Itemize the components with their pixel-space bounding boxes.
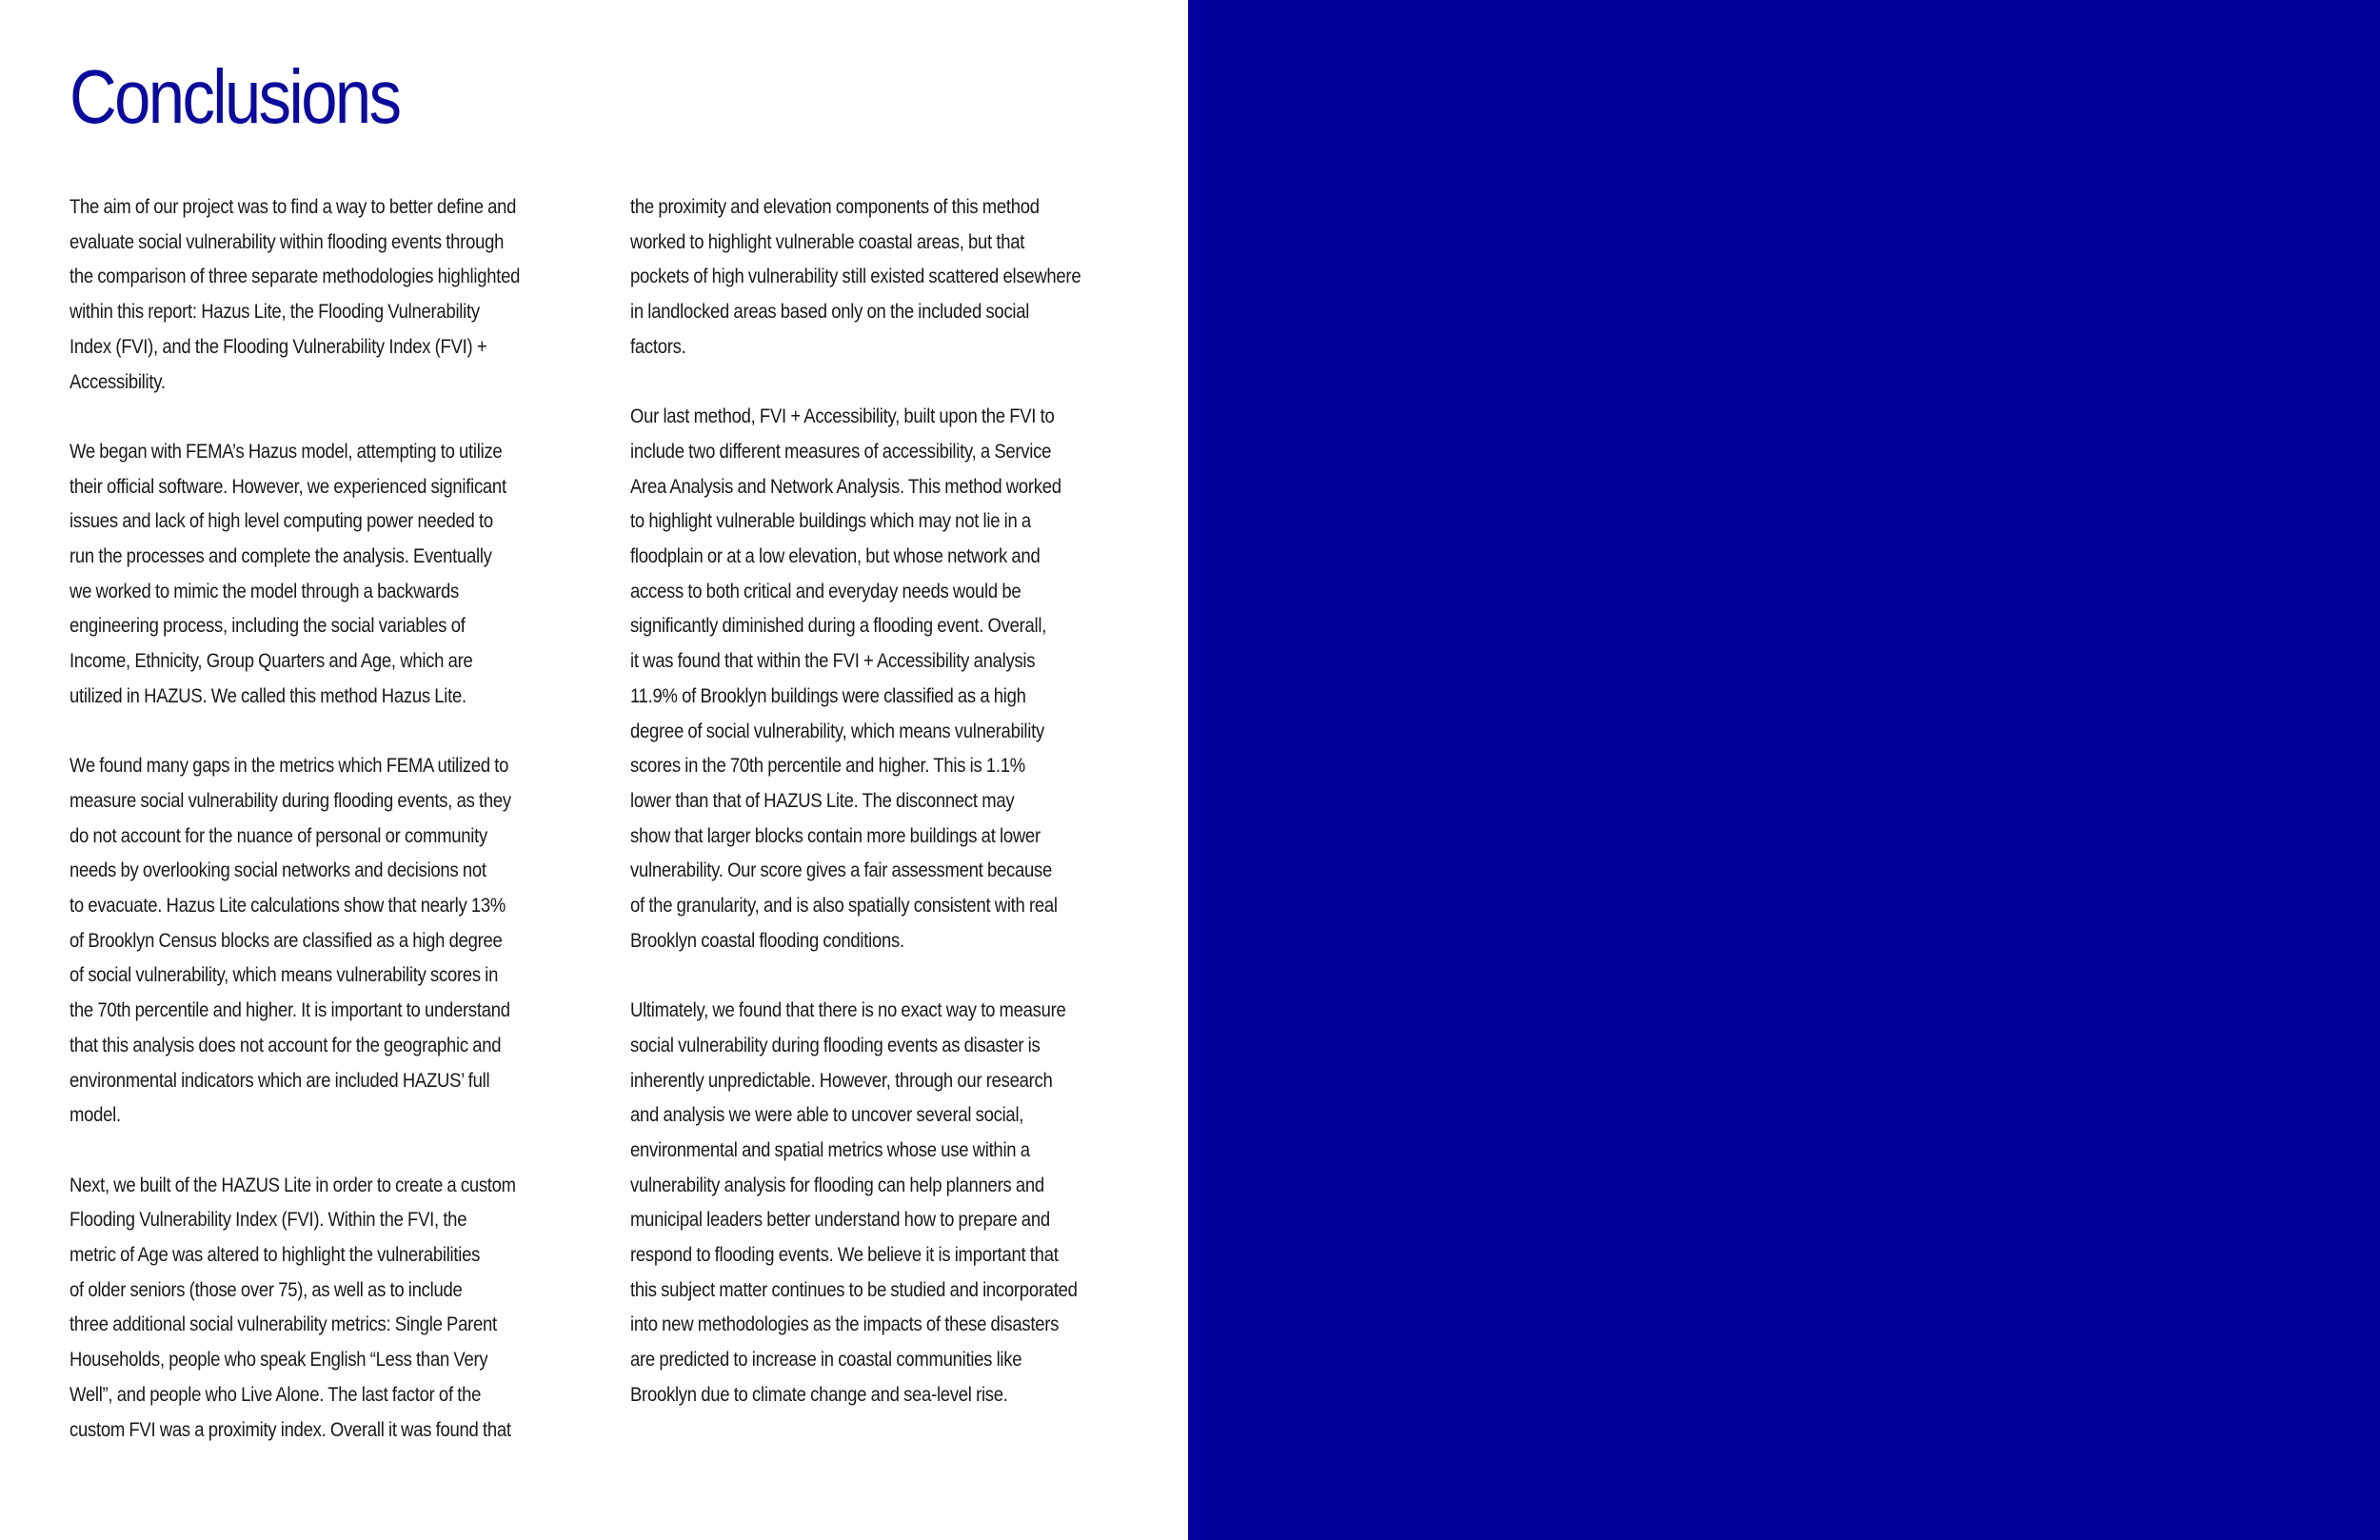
text-line: Flooding Vulnerability Index (FVI). Within the FVI, the: [69, 1209, 467, 1232]
text-line: Our last method, FVI + Accessibility, built upon the FVI to: [630, 405, 1055, 428]
text-line: Area Analysis and Network Analysis. This method worked: [630, 475, 1061, 498]
text-line: We began with FEMA’s Hazus model, attempting to utilize: [69, 440, 503, 463]
text-line: their official software. However, we experienced significant: [69, 475, 506, 498]
text-line: worked to highlight vulnerable coastal areas, but that: [630, 230, 1025, 253]
text-line: inherently unpredictable. However, through our research: [630, 1069, 1053, 1092]
left-page: [0, 0, 1188, 1540]
text-line: access to both critical and everyday needs would be: [630, 580, 1021, 602]
text-line: needs by overlooking social networks and decisions not: [69, 859, 486, 882]
blue-panel: [1188, 0, 2380, 1540]
text-line: Next, we built of the HAZUS Lite in order to create a custom: [69, 1174, 516, 1196]
text-line: Index (FVI), and the Flooding Vulnerability Index (FVI) +: [69, 335, 487, 358]
text-line: to evacuate. Hazus Lite calculations show that nearly 13%: [69, 895, 506, 918]
page-title: Conclusions: [69, 54, 400, 139]
text-line: this subject matter continues to be studied and incorporated: [630, 1278, 1078, 1301]
text-line: into new methodologies as the impacts of these disasters: [630, 1313, 1060, 1336]
text-line: do not account for the nuance of personal or community: [69, 824, 487, 847]
text-line: Well”, and people who Live Alone. The last factor of the: [69, 1383, 482, 1406]
text-line: municipal leaders better understand how to prepare and: [630, 1209, 1050, 1232]
body-paragraph: [630, 190, 1133, 365]
text-line: engineering process, including the social variables of: [69, 615, 466, 638]
text-line: Brooklyn due to climate change and sea-level rise.: [630, 1383, 1008, 1406]
text-line: the comparison of three separate methodologies highlighted: [69, 266, 521, 288]
text-line: vulnerability. Our score gives a fair assessment because: [630, 859, 1052, 882]
text-line: lower than that of HAZUS Lite. The disconnect may: [630, 789, 1015, 812]
text-line: Accessibility.: [69, 370, 166, 393]
text-line: floodplain or at a low elevation, but whose network and: [630, 545, 1041, 568]
text-line: evaluate social vulnerability within flooding events through: [69, 230, 505, 253]
text-line: Ultimately, we found that there is no exact way to measure: [630, 999, 1066, 1022]
text-line: of Brooklyn Census blocks are classified as a high degree: [69, 929, 503, 952]
text-line: respond to flooding events. We believe it is important that: [630, 1244, 1059, 1267]
text-line: issues and lack of high level computing power needed to: [69, 510, 493, 533]
text-line: metric of Age was altered to highlight the vulnerabilities: [69, 1244, 481, 1267]
text-line: environmental and spatial metrics whose use within a: [630, 1138, 1030, 1161]
text-line: in landlocked areas based only on the included social: [630, 301, 1030, 324]
text-line: that this analysis does not account for the geographic and: [69, 1034, 502, 1056]
text-line: scores in the 70th percentile and higher. This is 1.1%: [630, 755, 1025, 778]
text-line: degree of social vulnerability, which means vulnerability: [630, 720, 1044, 742]
text-column-left: [69, 190, 584, 1483]
text-line: within this report: Hazus Lite, the Flooding Vulnerability: [69, 301, 480, 324]
text-line: include two different measures of accessibility, a Service: [630, 440, 1052, 463]
text-line: are predicted to increase in coastal communities like: [630, 1349, 1022, 1372]
text-line: The aim of our project was to find a way to better define and: [69, 196, 517, 218]
text-line: pockets of high vulnerability still existed scattered elsewhere: [630, 266, 1081, 288]
text-line: of social vulnerability, which means vulnerability scores in: [69, 964, 499, 987]
text-line: of older seniors (those over 75), as well as to include: [69, 1278, 463, 1301]
text-line: of the granularity, and is also spatially consistent with real: [630, 895, 1058, 918]
text-line: Households, people who speak English “Less than Very: [69, 1349, 488, 1372]
text-line: to highlight vulnerable buildings which may not lie in a: [630, 510, 1031, 533]
text-line: custom FVI was a proximity index. Overall it was found that: [69, 1418, 511, 1441]
text-line: utilized in HAZUS. We called this method Hazus Lite.: [69, 684, 466, 707]
text-line: factors.: [630, 335, 686, 358]
text-line: we worked to mimic the model through a backwards: [69, 580, 460, 602]
text-line: the 70th percentile and higher. It is important to understand: [69, 999, 510, 1022]
body-paragraph: [69, 190, 572, 400]
body-paragraph: [69, 1169, 572, 1449]
text-line: significantly diminished during a flooding event. Overall,: [630, 615, 1047, 638]
text-line: run the processes and complete the analysis. Eventually: [69, 545, 492, 568]
text-line: Brooklyn coastal flooding conditions.: [630, 929, 904, 952]
body-paragraph: [69, 435, 572, 715]
text-column-right: [630, 190, 1144, 1448]
body-paragraph: [630, 994, 1133, 1412]
text-line: three additional social vulnerability metrics: Single Parent: [69, 1313, 497, 1336]
text-line: Income, Ethnicity, Group Quarters and Age, which are: [69, 650, 473, 673]
text-line: it was found that within the FVI + Accessibility analysis: [630, 650, 1036, 673]
body-paragraph: [630, 400, 1133, 958]
text-line: We found many gaps in the metrics which FEMA utilized to: [69, 755, 509, 778]
text-line: show that larger blocks contain more buildings at lower: [630, 824, 1041, 847]
text-line: and analysis we were able to uncover several social,: [630, 1104, 1024, 1127]
text-line: environmental indicators which are included HAZUS’ full: [69, 1069, 490, 1092]
text-line: social vulnerability during flooding events as disaster is: [630, 1034, 1041, 1056]
text-line: 11.9% of Brooklyn buildings were classified as a high: [630, 684, 1026, 707]
text-line: measure social vulnerability during flooding events, as they: [69, 789, 511, 812]
text-line: the proximity and elevation components of this method: [630, 196, 1040, 218]
text-line: model.: [69, 1104, 121, 1127]
text-line: vulnerability analysis for flooding can help planners and: [630, 1174, 1044, 1196]
body-paragraph: [69, 749, 572, 1134]
